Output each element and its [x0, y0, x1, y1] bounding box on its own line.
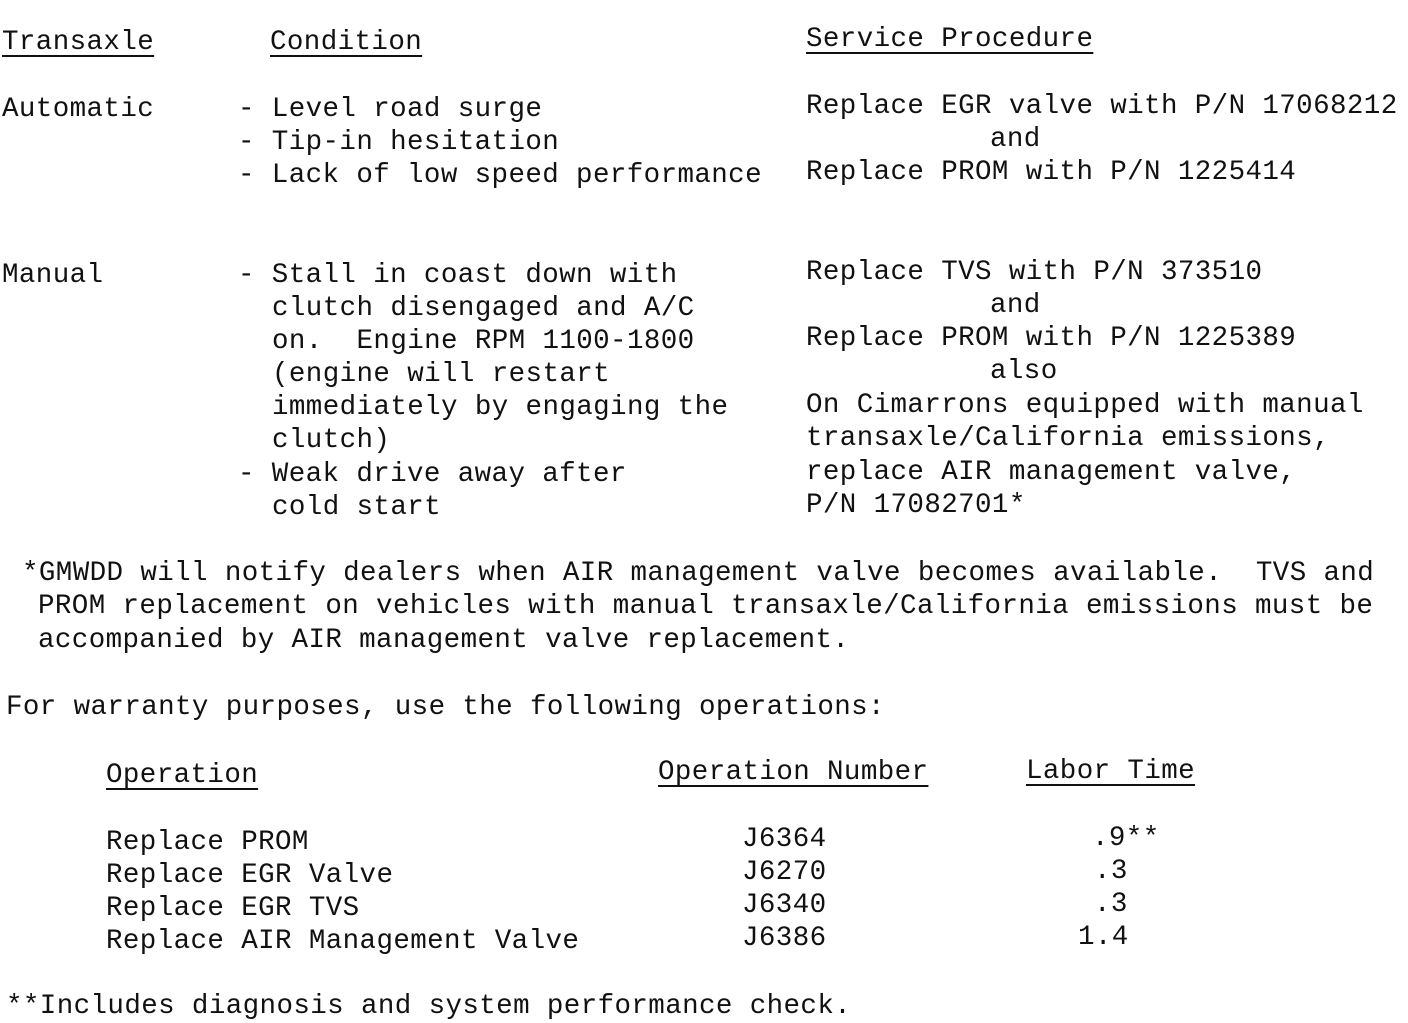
service-line: transaxle/California emissions,	[806, 423, 1330, 454]
ops-header-labor: Labor Time	[1026, 756, 1196, 787]
operation-labor: .3	[1094, 889, 1128, 920]
operation-number: J6270	[742, 857, 827, 888]
operation-name: Replace AIR Management Valve	[106, 926, 580, 957]
condition-line: clutch)	[272, 425, 391, 456]
condition-line: - Stall in coast down with	[238, 260, 678, 291]
warranty-intro: For warranty purposes, use the following operations:	[6, 692, 885, 723]
operation-labor: .9**	[1092, 823, 1160, 854]
condition-line: on. Engine RPM 1100-1800	[272, 326, 695, 357]
service-line: P/N 17082701*	[806, 490, 1026, 521]
operation-name: Replace PROM	[106, 827, 309, 858]
transaxle-manual: Manual	[2, 260, 104, 291]
operation-name: Replace EGR Valve	[106, 860, 394, 891]
transaxle-automatic: Automatic	[2, 94, 155, 125]
condition-line: - Lack of low speed performance	[238, 160, 762, 191]
operation-number: J6364	[742, 824, 827, 855]
footnote-air-valve: accompanied by AIR management valve replacement.	[38, 625, 850, 656]
ops-header-operation: Operation	[106, 760, 259, 791]
service-line: and	[990, 124, 1041, 155]
header-service-procedure: Service Procedure	[806, 24, 1094, 55]
condition-line: (engine will restart	[272, 359, 611, 390]
operation-number: J6386	[742, 923, 827, 954]
footnote-air-valve: *GMWDD will notify dealers when AIR management valve becomes available. TVS and	[22, 558, 1375, 589]
header-transaxle: Transaxle	[2, 27, 155, 58]
ops-header-number: Operation Number	[658, 757, 929, 788]
service-line: On Cimarrons equipped with manual	[806, 390, 1364, 421]
condition-line: clutch disengaged and A/C	[272, 293, 695, 324]
operation-name: Replace EGR TVS	[106, 893, 360, 924]
service-line: Replace TVS with P/N 373510	[806, 257, 1263, 288]
condition-line: - Tip-in hesitation	[238, 127, 560, 158]
condition-line: - Weak drive away after	[238, 459, 627, 490]
operation-labor: 1.4	[1078, 922, 1129, 953]
service-line: Replace PROM with P/N 1225389	[806, 323, 1297, 354]
footnote-labor: **Includes diagnosis and system performance check.	[6, 991, 852, 1022]
service-line: and	[990, 290, 1041, 321]
condition-line: cold start	[272, 492, 442, 523]
service-line: replace AIR management valve,	[806, 457, 1297, 488]
condition-line: - Level road surge	[238, 94, 543, 125]
header-condition: Condition	[270, 27, 423, 58]
operation-number: J6340	[742, 890, 827, 921]
condition-line: immediately by engaging the	[272, 392, 729, 423]
service-line: Replace PROM with P/N 1225414	[806, 157, 1297, 188]
footnote-air-valve: PROM replacement on vehicles with manual transaxle/California emissions must be	[38, 591, 1374, 622]
service-line: also	[990, 356, 1058, 387]
service-line: Replace EGR valve with P/N 17068212	[806, 91, 1398, 122]
operation-labor: .3	[1094, 856, 1128, 887]
